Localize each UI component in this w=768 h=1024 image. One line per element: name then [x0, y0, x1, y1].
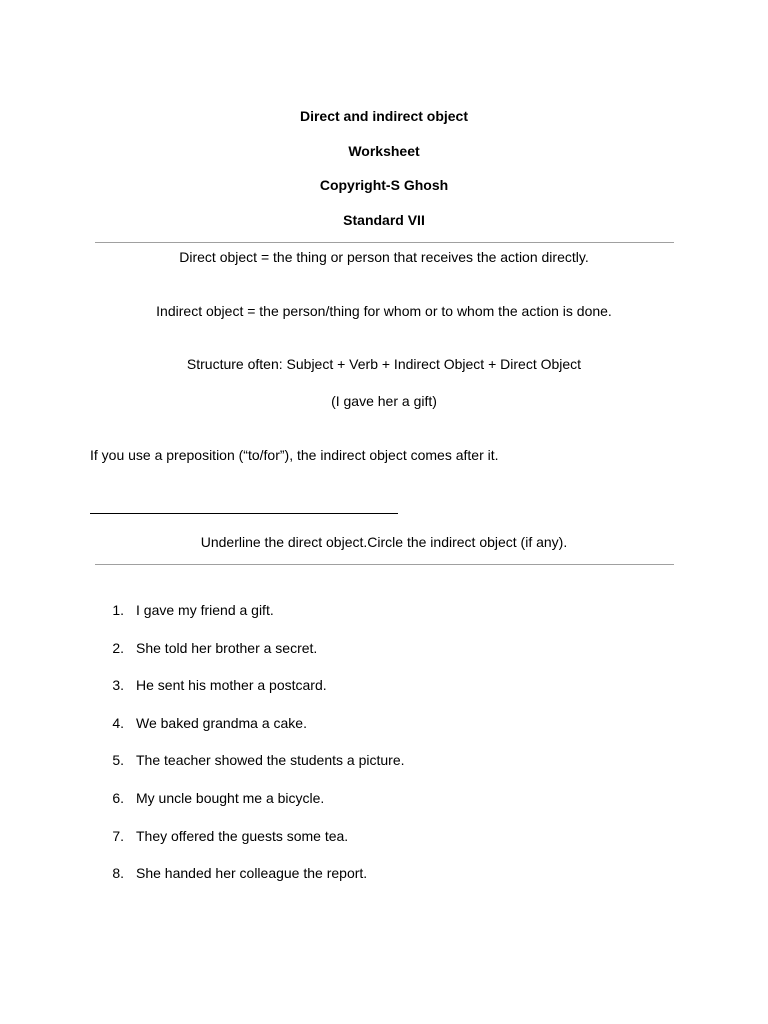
question-number: 3. — [112, 677, 124, 694]
preposition-note: If you use a preposition (“to/for”), the indirect object comes after it. — [90, 447, 499, 463]
example-line: (I gave her a gift) — [331, 393, 437, 409]
question-text: She told her brother a secret. — [136, 639, 318, 656]
copyright-line: Copyright-S Ghosh — [319, 177, 449, 193]
question-text: My uncle bought me a bicycle. — [136, 790, 325, 806]
question-text: They offered the guests some tea. — [136, 827, 349, 844]
question-number: 5. — [112, 752, 124, 769]
direct-object-definition: Direct object = the thing or person that receives the action directly. — [179, 249, 589, 265]
exercise-instruction: Underline the direct object.Circle the indirect object (if any). — [200, 534, 568, 550]
question-text: We baked grandma a cake. — [136, 714, 307, 731]
standard-line: Standard VII — [343, 212, 425, 228]
question-number: 2. — [112, 639, 124, 656]
document-title: Direct and indirect object — [299, 108, 469, 124]
instruction-divider — [95, 564, 674, 565]
question-text: She handed her colleague the report. — [136, 865, 368, 882]
question-number: 6. — [112, 790, 124, 806]
structure-line: Structure often: Subject + Verb + Indirect Object + Direct Object — [186, 356, 582, 372]
document-subtitle: Worksheet — [348, 143, 420, 159]
question-number: 7. — [112, 827, 124, 844]
question-text: The teacher showed the students a picture. — [136, 752, 405, 769]
header-divider — [95, 242, 674, 243]
question-number: 1. — [112, 602, 124, 618]
question-text: I gave my friend a gift. — [136, 602, 274, 618]
section-underline — [90, 513, 398, 514]
question-text: He sent his mother a postcard. — [136, 677, 327, 694]
question-number: 8. — [112, 865, 124, 882]
indirect-object-definition: Indirect object = the person/thing for whom or to whom the action is done. — [156, 303, 612, 319]
question-number: 4. — [112, 714, 124, 731]
